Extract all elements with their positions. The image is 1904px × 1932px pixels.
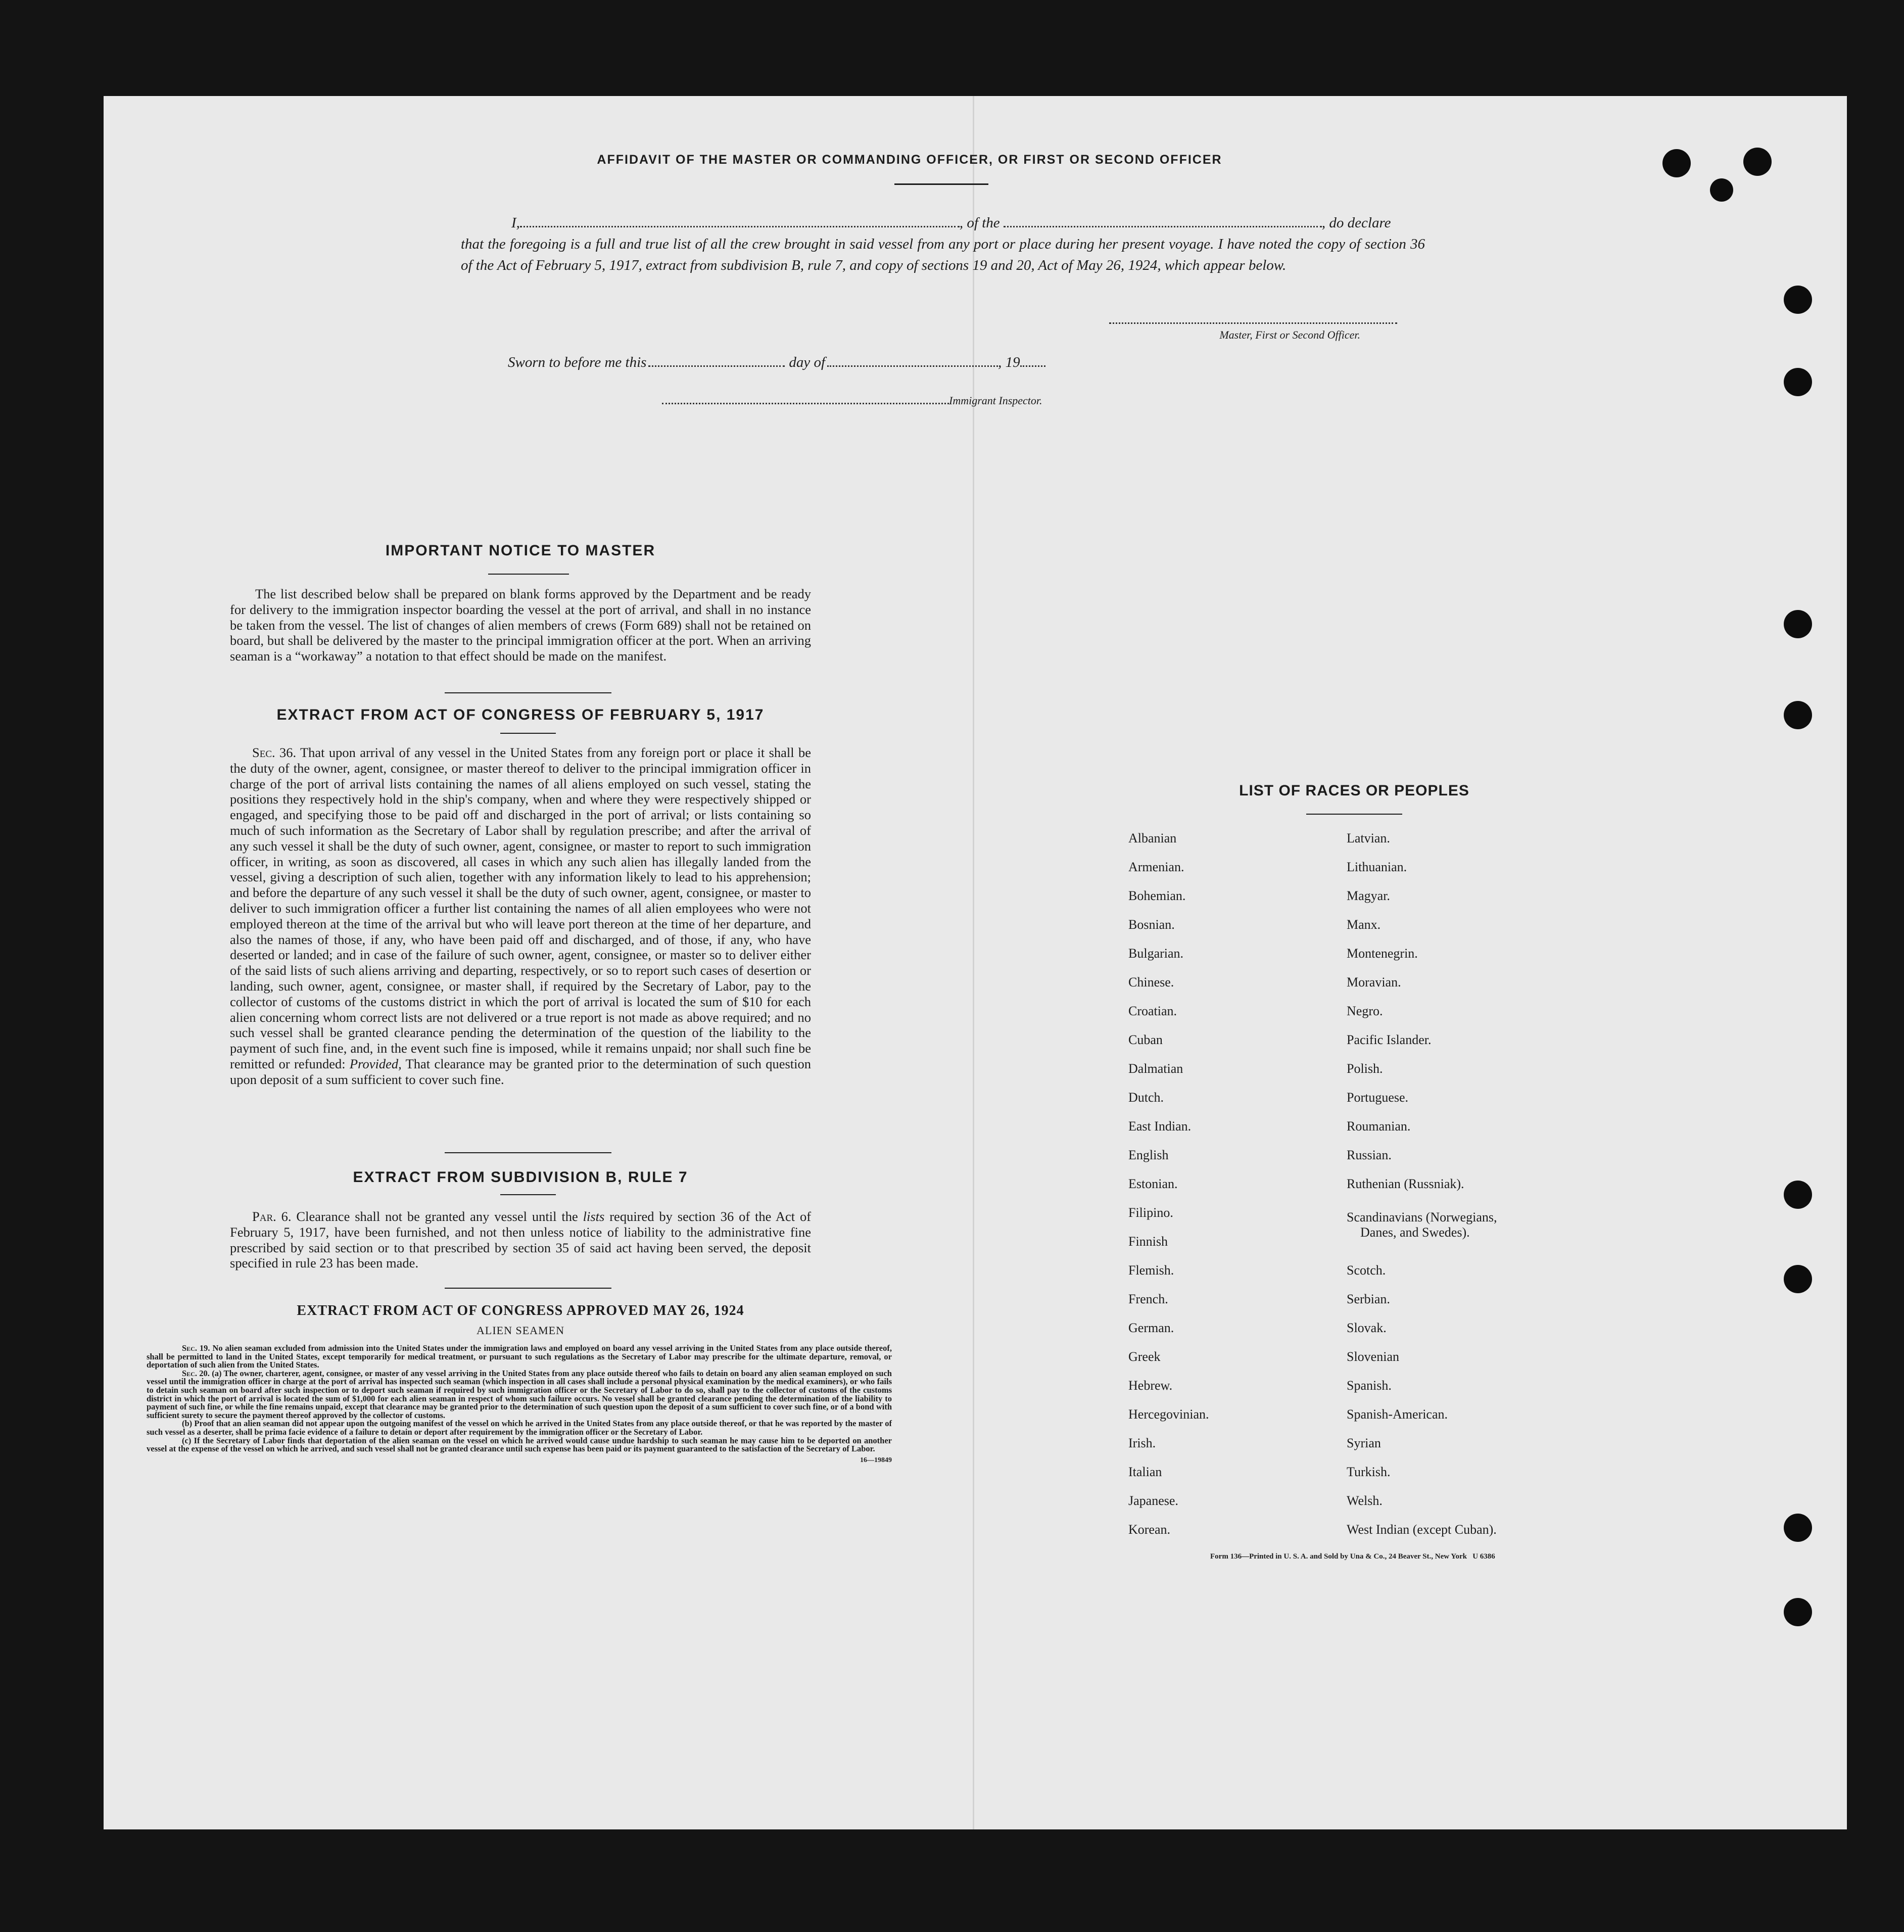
race-left: Bohemian. xyxy=(1128,888,1186,903)
divider xyxy=(445,1288,611,1289)
divider xyxy=(500,1194,556,1195)
race-right: Manx. xyxy=(1347,917,1381,932)
divider xyxy=(500,733,556,734)
race-right: Roumanian. xyxy=(1347,1119,1411,1134)
inspector-signature-line[interactable] xyxy=(662,403,949,404)
declaration-line xyxy=(461,212,1425,233)
race-right: Moravian. xyxy=(1347,975,1401,989)
punch-hole xyxy=(1743,148,1772,176)
race-left: Irish. xyxy=(1128,1436,1156,1450)
divider xyxy=(894,183,988,185)
divider xyxy=(1306,814,1402,815)
divider xyxy=(445,1152,611,1153)
extract-1924-title: EXTRACT FROM ACT OF CONGRESS APPROVED MAY 26, 1924 xyxy=(297,1303,744,1318)
sec-36-body: That upon arrival of any vessel in the United States from any foreign port or place it shall be the duty of the owner, agent, consignee, or master thereof to deliver to the principal immigration officer in charge of the port of arrival lists containing the names of all aliens employed on such vessel, stating the positions they respectively hold in the ship's company, when and where they were respectively shipped or engaged, and specifying those to be paid off and discharged in the port of arrival; or lists containing so much of such information as the Secretary of Labor shall by regulation prescribe; and after the arrival of any such vessel it shall be the duty of such owner, agent, consignee, or master to report to such immigration officer, in writing, as soon as discovered, all cases in which any such alien has illegally landed from the vessel, giving a description of such alien, together with any information likely to lead to his apprehension; and before the departure of any such vessel it shall be the duty of such owner, agent, consignee, or master to deliver to such immigration officer a further list containing the names of all alien employees who were not employed thereon at the time of the arrival but who will leave port thereon at the time of her departure, and also the names of those, if any, who have been paid off and discharged, and of those, if any, who have deserted or landed; and in case of the failure of such owner, agent, consignee, or master so to deliver either of the said lists of such aliens arriving and departing, respectively, or so to report such cases of desertion or landing, such owner, agent, consignee, or master shall, if required by the Secretary of Labor, pay to the collector of customs of the customs district in which the port of arrival is located the sum of $10 for each alien concerning whom correct lists are not delivered or a true report is not made as above required; and no such vessel shall be granted clearance pending the determination of the question of the liability to the payment of such fine, and, in the event such fine is imposed, while it remains unpaid; nor shall such fine be remitted or refunded: xyxy=(230,745,811,1071)
do-declare-label: , do declare xyxy=(1321,215,1391,231)
year-label: , 19 xyxy=(998,354,1020,370)
race-right: Magyar. xyxy=(1347,888,1390,903)
race-right: West Indian (except Cuban). xyxy=(1347,1522,1497,1537)
subdivision-title: EXTRACT FROM SUBDIVISION B, RULE 7 xyxy=(353,1169,688,1186)
race-left: Greek xyxy=(1128,1349,1161,1364)
master-signature-label: Master, First or Second Officer. xyxy=(1219,328,1360,341)
sec-20a-text: (a) The owner, charterer, agent, consignee, or master of any vessel arriving in the United States from any place outside thereof who fails to detain on board any alien seaman employed on such vessel until the immigration officer in charge at the port of arrival has inspected such seaman (which inspection in all cases shall include a personal physical examination by the medical examiners), or who fails to detain such seaman on board after such inspection or to deport such seaman if required by such immigration officer or the Secretary of Labor to do so, shall pay to the collector of customs of the customs district in which the port of arrival is located the sum of $1,000 for each alien seaman in respect of whom such failure occurs. No vessel shall be granted clearance pending the determination of the liability to payment of such fine, or while the fine remains unpaid, except that clearance may be granted prior to the determination of such question upon the deposit of a sum sufficient to cover such fine, or of a bond with sufficient surety to secure the payment thereof approved by the collector of customs. xyxy=(147,1368,892,1420)
par-6-body: Clearance shall not be granted any vessel until the xyxy=(296,1209,578,1224)
race-right: Russian. xyxy=(1347,1148,1392,1162)
race-right: Montenegrin. xyxy=(1347,946,1418,961)
race-left: East Indian. xyxy=(1128,1119,1192,1134)
notice-title: IMPORTANT NOTICE TO MASTER xyxy=(385,542,656,559)
punch-hole xyxy=(1710,178,1733,202)
race-left: Bulgarian. xyxy=(1128,946,1184,961)
race-right: Pacific Islander. xyxy=(1347,1032,1432,1047)
race-right: Latvian. xyxy=(1347,831,1390,845)
par-6-label: Par. 6. xyxy=(252,1209,292,1224)
punch-hole xyxy=(1784,1598,1812,1626)
race-right: Negro. xyxy=(1347,1004,1383,1018)
race-left: German. xyxy=(1128,1321,1174,1335)
sections-19-20 xyxy=(147,1344,892,1465)
alien-seamen-subtitle: ALIEN SEAMEN xyxy=(477,1324,564,1337)
race-left: Armenian. xyxy=(1128,860,1184,874)
sec-19-label: Sec. 19. xyxy=(182,1343,210,1353)
sec-19-text: No alien seaman excluded from admission into the United States under the immigration laws and employed on board any vessel arriving in the United States from any place outside thereof, shall be permitted to land in the United States, except temporarily for medical treatment, or pursuant to such regulations as the Secretary of Labor may prescribe for the ultimate departure, removal, or deportation of such alien from the United States. xyxy=(147,1343,892,1370)
race-right: Polish. xyxy=(1347,1061,1383,1076)
race-right: Spanish. xyxy=(1347,1378,1392,1393)
sworn-day-blank[interactable] xyxy=(648,365,785,367)
race-left: Japanese. xyxy=(1128,1493,1178,1508)
sec-36-body-end: That clearance may be granted prior to the determination of such question upon deposit of a sum sufficient to cover such fine. xyxy=(230,1056,811,1087)
race-left: Dutch. xyxy=(1128,1090,1164,1105)
punch-hole xyxy=(1784,1181,1812,1209)
race-left: Albanian xyxy=(1128,831,1177,845)
race-left: Flemish. xyxy=(1128,1263,1174,1278)
rule-7-text xyxy=(230,1209,811,1271)
race-right: Spanish-American. xyxy=(1347,1407,1448,1422)
punch-hole xyxy=(1662,149,1691,177)
sec-20b-text: (b) Proof that an alien seaman did not appear upon the outgoing manifest of the vessel on which he arrived in the United States from any place outside thereof, or that he was reported by the master of such vessel as a deserter, shall be prima facie evidence of a failure to detain or deport after requirement by the immigration officer or the Secretary of Labor. xyxy=(147,1419,892,1437)
race-left: Cuban xyxy=(1128,1032,1163,1047)
sworn-month-blank[interactable] xyxy=(827,365,998,367)
lists-word: lists xyxy=(583,1209,605,1224)
affidavit-declaration xyxy=(461,212,1425,276)
print-code: 16—19849 xyxy=(860,1456,892,1464)
race-left: Korean. xyxy=(1128,1522,1171,1537)
race-left: Italian xyxy=(1128,1465,1162,1479)
race-right: Scandinavians (Norwegians, xyxy=(1347,1210,1497,1224)
sec-20-label: Sec. 20. xyxy=(182,1368,210,1378)
extract-1917-title: EXTRACT FROM ACT OF CONGRESS OF FEBRUARY 5, 1917 xyxy=(276,706,765,723)
sworn-line xyxy=(508,352,1045,373)
race-right: Slovak. xyxy=(1347,1321,1387,1335)
race-right: Serbian. xyxy=(1347,1292,1390,1306)
sworn-prefix: Sworn to before me this xyxy=(508,354,647,370)
race-left: English xyxy=(1128,1148,1169,1162)
race-right: Danes, and Swedes). xyxy=(1360,1225,1470,1240)
race-left: Hercegovinian. xyxy=(1128,1407,1209,1422)
provided-word: Provided, xyxy=(349,1056,402,1071)
race-right: Syrian xyxy=(1347,1436,1381,1450)
of-the-label: , of the xyxy=(959,215,1000,231)
races-title: LIST OF RACES OR PEOPLES xyxy=(1239,782,1469,799)
race-left: Bosnian. xyxy=(1128,917,1175,932)
punch-hole xyxy=(1784,1514,1812,1542)
sec-36-label: Sec. 36. xyxy=(252,745,297,760)
race-left: Dalmatian xyxy=(1128,1061,1183,1076)
declaration-body: that the foregoing is a full and true list of all the crew brought in said vessel from any port or place during her present voyage. I have noted the copy of section 36 of the Act of February 5, 1917, extract from subdivision B, rule 7, and copy of sections 19 and 20, Act of May 26, 1924, which appear below. xyxy=(461,236,1425,273)
sec-19-paragraph xyxy=(147,1344,892,1370)
punch-hole xyxy=(1784,610,1812,638)
notice-text: The list described below shall be prepared on blank forms approved by the Department and be ready for delivery to the immigration inspector boarding the vessel at the port of arrival, and shall in no instance be taken from the vessel. The list of changes of alien members of crews (Form 689) shall not be retained on board, but shall be delivered by the master to the principal immigration officer at the port. When an arriving seaman is a “workaway” a notation to that effect should be made on the manifest. xyxy=(230,586,811,664)
race-right: Portuguese. xyxy=(1347,1090,1409,1105)
declarant-i: I, xyxy=(511,215,520,231)
inspector-signature xyxy=(662,394,1042,407)
inspector-label: Immigrant Inspector. xyxy=(949,394,1042,407)
notice-body xyxy=(230,586,811,664)
race-left: Estonian. xyxy=(1128,1176,1178,1191)
race-right: Lithuanian. xyxy=(1347,860,1407,874)
name-blank[interactable] xyxy=(520,226,960,227)
race-right: Welsh. xyxy=(1347,1493,1383,1508)
form-footer: Form 136—Printed in U. S. A. and Sold by Una & Co., 24 Beaver St., New York U 6386 xyxy=(1210,1552,1495,1561)
divider xyxy=(445,692,611,693)
race-left: Croatian. xyxy=(1128,1004,1177,1018)
punch-hole xyxy=(1784,286,1812,314)
race-left: Hebrew. xyxy=(1128,1378,1173,1393)
race-left: Finnish xyxy=(1128,1234,1168,1249)
sec-36-text xyxy=(230,745,811,1088)
race-right: Turkish. xyxy=(1347,1465,1391,1479)
race-right: Scotch. xyxy=(1347,1263,1386,1278)
vessel-blank[interactable] xyxy=(1004,226,1322,227)
day-of-label: day of xyxy=(789,354,826,370)
punch-hole xyxy=(1784,701,1812,729)
master-signature-line[interactable] xyxy=(1109,322,1397,324)
race-left: Chinese. xyxy=(1128,975,1174,989)
punch-hole xyxy=(1784,368,1812,396)
race-left: French. xyxy=(1128,1292,1168,1306)
race-right: Slovenian xyxy=(1347,1349,1399,1364)
race-right: Ruthenian (Russniak). xyxy=(1347,1176,1464,1191)
master-signature xyxy=(1109,317,1397,342)
sec-20c-text: (c) If the Secretary of Labor finds that deportation of the alien seaman on the vessel on which he arrived would cause undue hardship to such seaman he may cause him to be deported on another vessel at the expense of the vessel on which he arrived, and such vessel shall not be granted clearance until such expense has been paid or its payment guaranteed to the satisfaction of the Secretary of Labor. xyxy=(147,1435,892,1454)
affidavit-title: AFFIDAVIT OF THE MASTER OR COMMANDING OFFICER, OR FIRST OR SECOND OFFICER xyxy=(597,153,1222,167)
sec-20a-paragraph xyxy=(147,1370,892,1420)
par-6-body-end: required by section 36 of the Act of February 5, 1917, have been furnished, and not then unless notice of liability to the administrative fine prescribed by said section or to that prescribed by section 35 of said act having been served, the deposit specified in rule 23 has been made. xyxy=(230,1209,812,1271)
punch-hole xyxy=(1784,1265,1812,1293)
divider xyxy=(488,574,569,575)
race-left: Filipino. xyxy=(1128,1205,1173,1220)
sworn-year-blank[interactable] xyxy=(1020,365,1045,367)
